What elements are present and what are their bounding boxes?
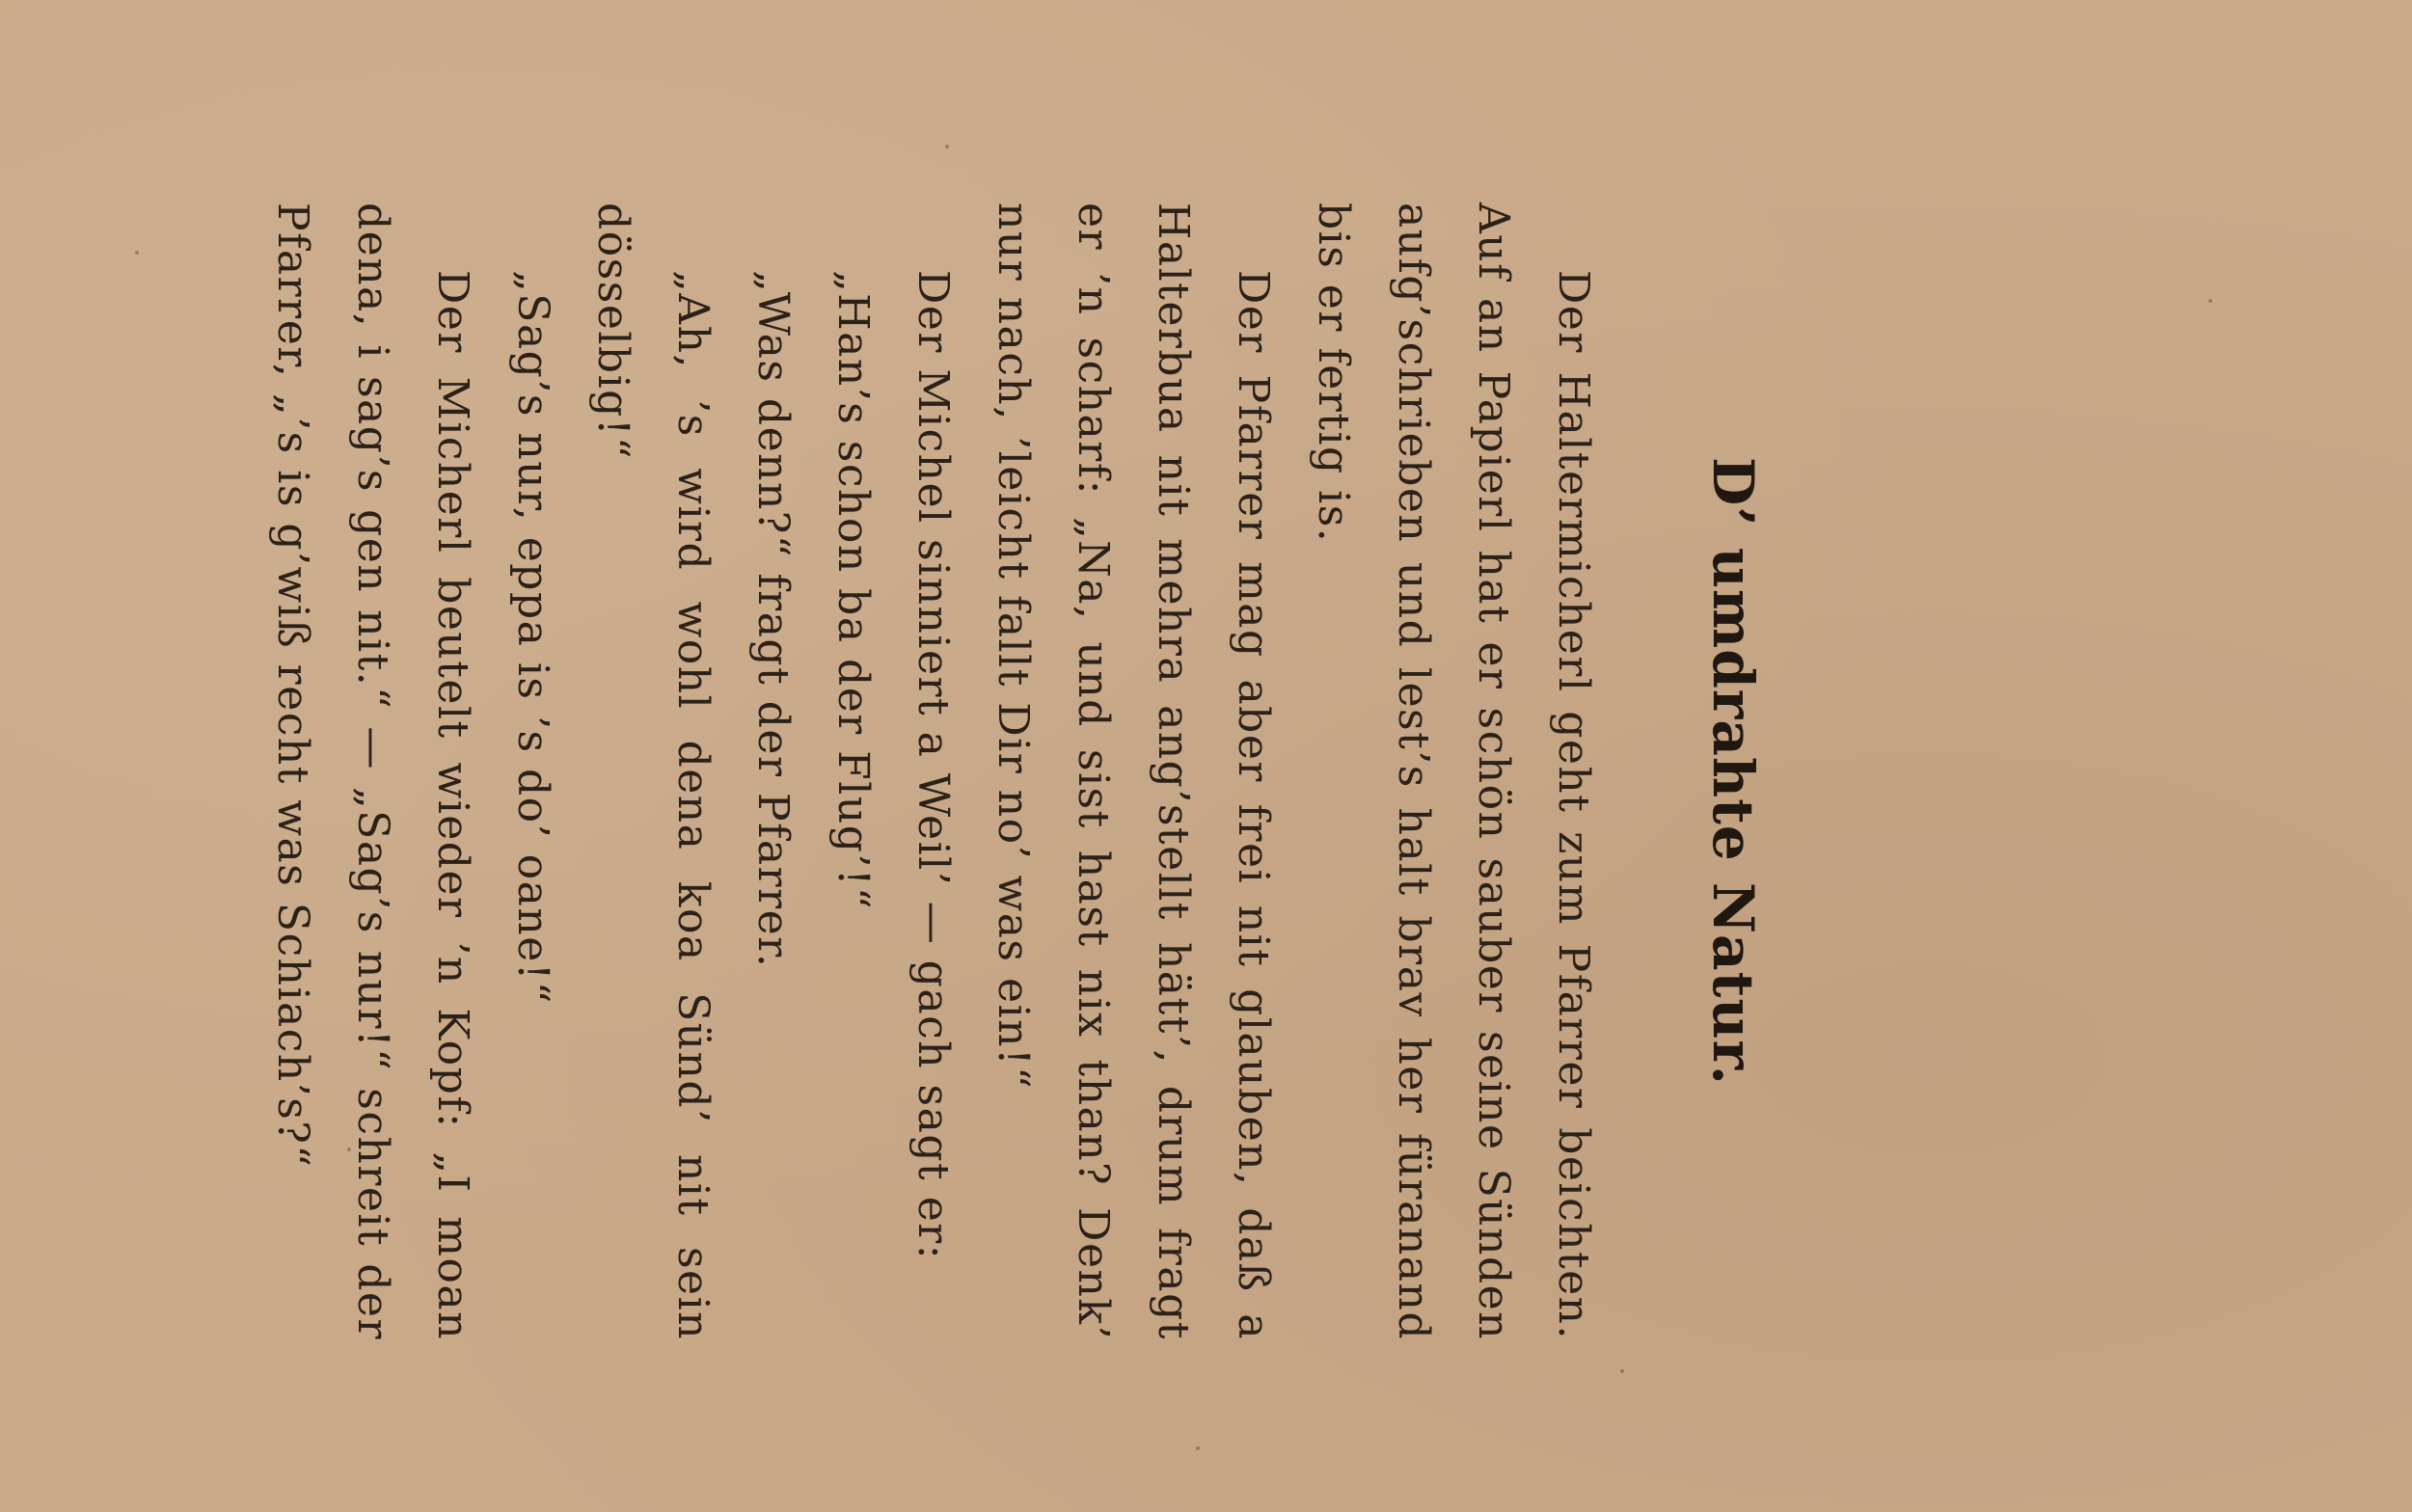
paper-speck [945, 145, 949, 148]
paper-speck [135, 251, 139, 255]
paper-speck [2209, 299, 2212, 303]
paragraph: Der Michel sinniert a Weil’ — gach sagt er: [908, 270, 958, 1261]
paragraph: „Ah, ’s wird wohl dena koa Sünd’ nit sein dösselbig!“ [588, 202, 718, 1340]
paper-speck [347, 1148, 351, 1151]
paragraph: „Was denn?“ fragt der Pfarrer. [748, 270, 798, 969]
paper-speck [1196, 1446, 1200, 1450]
paragraph: Der Micherl beutelt wieder ’n Kopf: „I moan dena, i sag’s gen nit.“ — „Sag’s nur!“ schreit der Pfarrer, „’s is g’wiß recht was Schiach’s?“ [268, 202, 477, 1340]
story-title: D’ umdrahte Natur. [1700, 457, 1766, 1086]
paragraph: Der Pfarrer mag aber frei nit glauben, daß a Halterbua nit mehra ang’stellt hätt’, drum fragt er ’n scharf: „Na, und sist hast nix than? Denk’ nur nach, ’leicht fallt Dir no’ was ein!“ [989, 202, 1278, 1340]
paragraph: „Han’s schon ba der Flug’!“ [828, 270, 878, 911]
paragraph: Der Haltermicherl geht zum Pfarrer beichten. Auf an Papierl hat er schön sauber seine Sünden aufg’schrieben und lest’s halt brav her füranand bis er fertig is. [1309, 202, 1598, 1340]
story-content [253, 202, 1766, 1340]
paper-speck [1620, 1369, 1624, 1373]
paragraph: „Sag’s nur, eppa is ’s do’ oane!“ [508, 270, 557, 1005]
